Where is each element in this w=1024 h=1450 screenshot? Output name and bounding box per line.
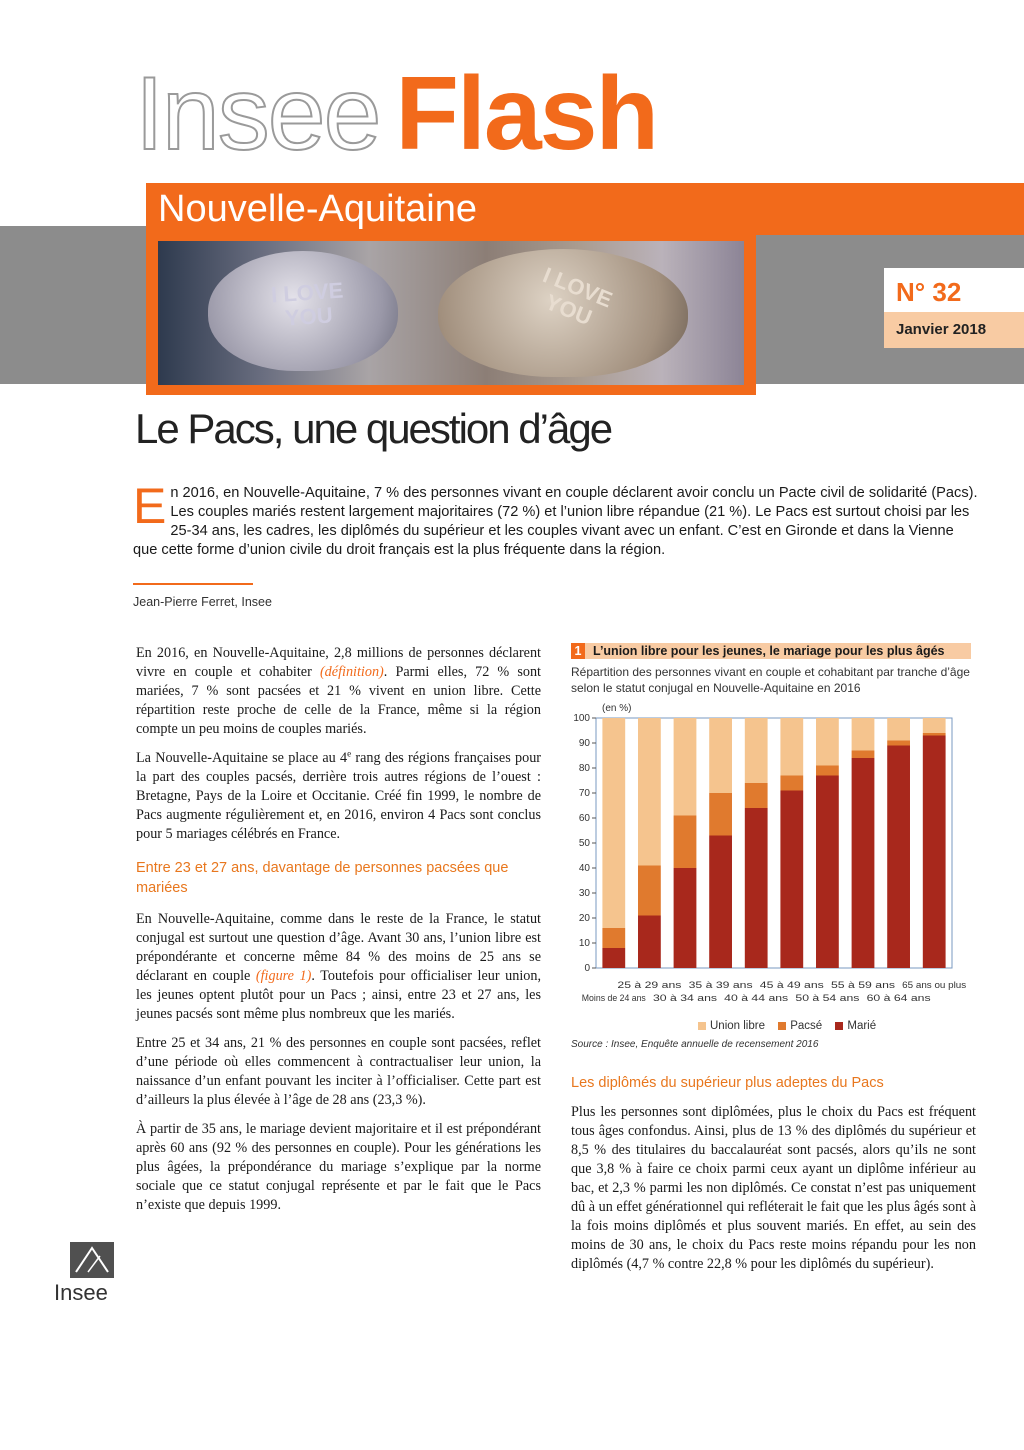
figure-link[interactable]: (figure 1) [255, 968, 312, 984]
paragraph: Entre 25 et 34 ans, 21 % des personnes en couple sont pacsées, reflet d’une période où elles commencent à contractualiser leur union, la naissance d’un enfant pouvant les inciter à l’officialiser. Cette part est d’ailleurs la plus élevée à l’âge de 28 ans (23,3 %). [136, 1035, 541, 1108]
paragraph-right: Plus les personnes sont diplômées, plus le choix du Pacs est fréquent tous âges confondus. Ainsi, plus de 13 % des diplômés du supérieur et 8,5 % des titulaires du baccalauréat sont pacsés, alors qu’ils ne sont que 3,8 % à faire ce choix parmi ceux ayant un diplôme inférieur au bac, et 2,3 % parmi les non diplômés. Ce constat n’est pas uniquement dû à un effet générationnel qui refléterait le fait que les plus âgés sont à la fois moins diplômés et plus souvent mariés. En effet, au sein des moins de 30 ans, le choix du Pacs reste moins répandu pour les non diplômés (4,7 % contre 22,8 % pour les diplômés du supérieur). [571, 1104, 976, 1272]
text-run: La Nouvelle-Aquitaine se place au 4 [136, 750, 348, 766]
x-tick-label: 45 à 49 ans [759, 980, 825, 991]
text-run: rang des régions françaises pour la part des couples pacsés, derrière trois autres régions de l’ouest : Bretagne, Pays de la Loire et Occitanie. Créé fin 1999, le nombre de Pacs augmente régulièrement et, en 2016, environ 4 Pacs sont conclus pour 5 mariages célébrés en France. [136, 750, 542, 842]
legend-swatch-marie [835, 1022, 843, 1030]
legend-label-marie: Marié [847, 1020, 877, 1032]
cover-photo [158, 241, 744, 385]
brand-insee: Insee [135, 56, 380, 172]
brand-logotype [135, 56, 658, 172]
bar-segment [638, 916, 661, 969]
text-run: . Toutefois pour officialiser leur union, les jeunes optent plutôt pour un Pacs ; ainsi, entre 23 et 27 ans, les jeunes pacsés sont même plus nombreux que les mariés. [136, 968, 541, 1022]
bar-segment [816, 776, 839, 969]
author: Jean-Pierre Ferret, Insee [133, 595, 272, 609]
bar-segment [602, 948, 625, 968]
brand-flash: Flash [395, 56, 658, 172]
region-name: Nouvelle-Aquitaine [158, 188, 477, 230]
x-tick-label: 60 à 64 ans [866, 993, 931, 1004]
y-tick-label: 40 [578, 863, 590, 874]
bar-segment [602, 928, 625, 948]
bar-segment [709, 793, 732, 836]
text-run: En 2016, en Nouvelle-Aquitaine, 2,8 millions de personnes déclarent vivre en couple et cohabiter [136, 645, 541, 680]
bar-segment [816, 718, 839, 766]
bar-segment [852, 751, 875, 759]
bar-segment [923, 718, 946, 733]
bar-segment [887, 746, 910, 969]
y-tick-label: 20 [578, 913, 590, 924]
bar-segment [923, 733, 946, 736]
issue-date: Janvier 2018 [896, 321, 987, 338]
bar-segment [780, 791, 803, 969]
figure-subtitle: Répartition des personnes vivant en couple et cohabitant par tranche d’âge selon le statut conjugal en Nouvelle-Aquitaine en 2016 [571, 665, 970, 695]
bar-segment [745, 808, 768, 968]
insee-logo [54, 1242, 118, 1306]
x-tick-label: 30 à 34 ans [653, 993, 718, 1004]
bar-segment [887, 741, 910, 746]
y-tick-label: 0 [584, 963, 590, 974]
paragraph [136, 910, 541, 1024]
bar-segment [709, 836, 732, 969]
y-tick-label: 50 [578, 838, 590, 849]
candy-text-right: I LOVE YOU [539, 262, 616, 331]
x-tick-label: 35 à 39 ans [688, 980, 753, 991]
superscript: e [347, 748, 352, 759]
section-heading: Entre 23 et 27 ans, davantage de personnes pacsées que mariées [136, 860, 509, 896]
x-tick-label: 65 ans ou plus [902, 980, 967, 991]
bar-segment [852, 718, 875, 751]
intro-divider [133, 583, 253, 585]
bar-segment [780, 776, 803, 791]
section-heading-right: Les diplômés du supérieur plus adeptes du Pacs [571, 1075, 884, 1091]
issue-number: N° 32 [896, 277, 962, 307]
intro-paragraph [133, 478, 978, 560]
bar-segment [780, 718, 803, 776]
bar-segment [887, 718, 910, 741]
y-tick-label: 80 [578, 763, 590, 774]
bar-segment [852, 758, 875, 968]
intro-text: n 2016, en Nouvelle-Aquitaine, 7 % des personnes vivant en couple déclarent avoir conclu un Pacte civil de solidarité (Pacs). Les couples mariés restent largement majoritaires (72 %) et l’union libre répandue (21 %). Le Pacs est surtout choisi par les 25-34 ans, les cadres, les diplômés du supérieur et les couples vivant avec un enfant. C’est en Gironde et dans la Vienne que cette forme d’union civile du droit français est la plus fréquente dans la région. [133, 485, 978, 558]
y-unit-label: (en %) [602, 703, 632, 714]
figure-source: Source : Insee, Enquête annuelle de recensement 2016 [571, 1039, 819, 1050]
page-title: Le Pacs, une question d’âge [135, 405, 612, 452]
x-tick-label: Moins de 24 ans [581, 993, 647, 1004]
legend-label-pacse: Pacsé [790, 1020, 823, 1032]
x-tick-label: 50 à 54 ans [795, 993, 860, 1004]
x-tick-label: 55 à 59 ans [831, 980, 896, 991]
figure-title-text: L’union libre pour les jeunes, le mariage pour les plus âgés [593, 644, 945, 658]
bar-segment [816, 766, 839, 776]
bar-segment [638, 866, 661, 916]
figure-number: 1 [571, 643, 585, 659]
legend-swatch-pacse [778, 1022, 786, 1030]
insee-logo-mark [70, 1242, 114, 1278]
bar-segment [674, 816, 697, 869]
bar-segment [709, 718, 732, 793]
bar-segment [638, 718, 661, 866]
chart-legend [688, 1020, 876, 1032]
paragraph [136, 749, 541, 844]
left-column [136, 644, 541, 1225]
bar-segment [674, 868, 697, 968]
y-tick-label: 10 [578, 938, 590, 949]
bar-segment [745, 718, 768, 783]
candy-text-left: I LOVE YOU [270, 277, 344, 331]
bar-segment [745, 783, 768, 808]
y-tick-label: 90 [578, 738, 590, 749]
intro-dropcap: E [133, 478, 167, 534]
y-tick-label: 60 [578, 813, 590, 824]
bar-segment [923, 736, 946, 969]
stacked-bar-chart [568, 702, 968, 1014]
y-tick-label: 100 [573, 713, 590, 724]
x-tick-label: 40 à 44 ans [724, 993, 789, 1004]
legend-swatch-union-libre [698, 1022, 706, 1030]
paragraph: À partir de 35 ans, le mariage devient majoritaire et il est prépondérant après 60 ans (92 % des personnes en couple). Pour les générations les plus âgées, la prépondérance du mariage s’explique par la norme sociale que ce statut conjugal représente et par le fait que le Pacs n’existe que depuis 1999. [136, 1121, 541, 1213]
insee-logo-text: Insee [54, 1280, 108, 1305]
bar-segment [602, 718, 625, 928]
figure-title [571, 643, 971, 659]
definition-link[interactable]: (définition) [319, 664, 384, 680]
paragraph [136, 644, 541, 739]
y-tick-label: 70 [578, 788, 590, 799]
text-run: En Nouvelle-Aquitaine, comme dans le reste de la France, le statut conjugal est surtout une question d’âge. Avant 30 ans, l’union libre est prépondérante et concerne même 84 % des moins de 25 ans se déclarant en couple [136, 911, 541, 984]
y-tick-label: 30 [578, 888, 590, 899]
text-run: . Parmi elles, 72 % sont mariées, 7 % sont pacsées et 21 % vivent en union libre. Cette répartition reste proche de celle de la France, même si la région compte un peu moins de couples mariés. [136, 664, 541, 737]
bar-segment [674, 718, 697, 816]
x-tick-label: 25 à 29 ans [617, 980, 682, 991]
legend-label-union-libre: Union libre [710, 1020, 765, 1032]
